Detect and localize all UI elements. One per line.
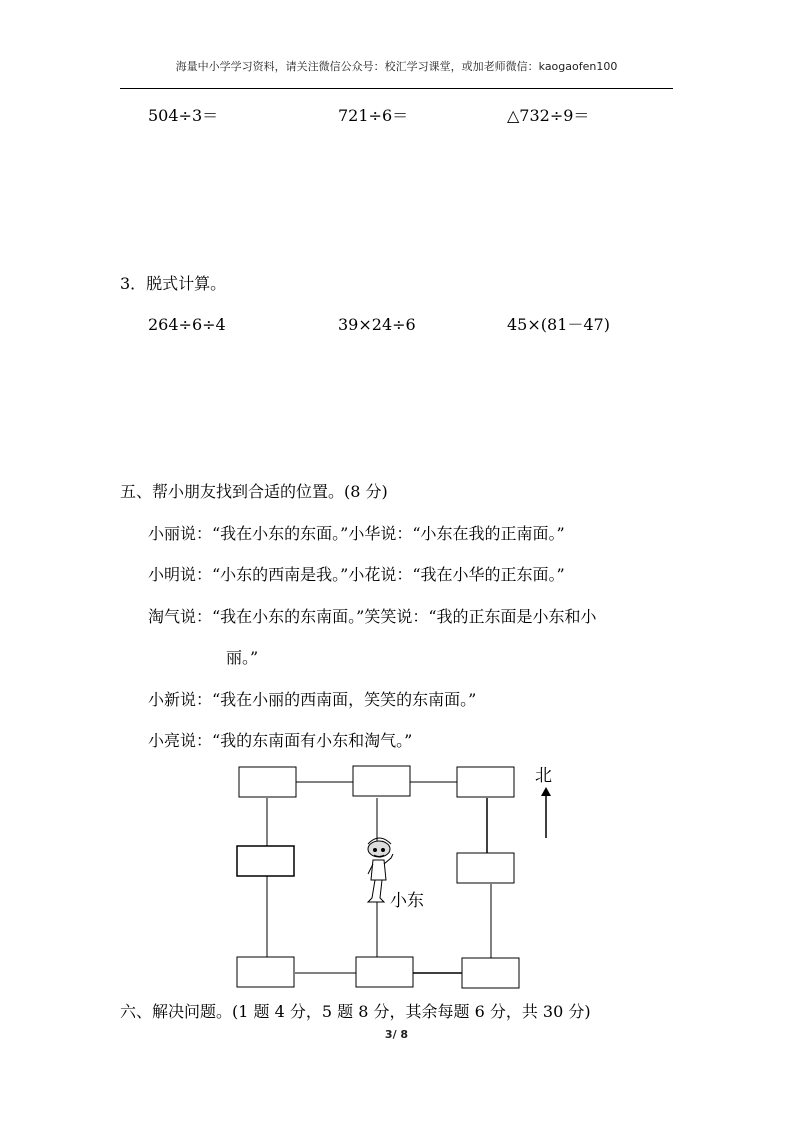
position-diagram — [230, 760, 600, 995]
section5-title: 五、帮小朋友找到合适的位置。(8 分) — [120, 482, 388, 501]
north-arrow-icon — [541, 787, 551, 838]
q3-title: 3．脱式计算。 — [120, 274, 227, 293]
header-divider — [120, 88, 673, 89]
answer-box[interactable] — [237, 957, 294, 987]
q3-problem-1: 264÷6÷4 — [148, 315, 226, 334]
page-number: 3/ 8 — [384, 1028, 409, 1041]
division-problem-1: 504÷3＝ — [148, 106, 219, 125]
statement-line: 小新说：“我在小丽的西南面，笑笑的东南面。” — [148, 690, 477, 709]
answer-box[interactable] — [457, 767, 514, 797]
statement-line: 小丽说：“我在小东的东面。”小华说：“小东在我的正南面。” — [148, 524, 565, 543]
statement-line: 小亮说：“我的东南面有小东和淘气。” — [148, 731, 413, 750]
answer-box[interactable] — [356, 957, 413, 987]
statement-line: 小明说：“小东的西南是我。”小花说：“我在小华的正东面。” — [148, 565, 565, 584]
north-label: 北 — [535, 766, 552, 786]
statement-line: 淘气说：“我在小东的东南面。”笑笑说：“我的正东面是小东和小 — [148, 607, 597, 626]
q3-problem-3: 45×(81－47) — [507, 315, 610, 334]
answer-box[interactable] — [353, 766, 410, 796]
division-problem-3: △732÷9＝ — [507, 106, 590, 125]
statement-line: 丽。” — [226, 648, 259, 667]
page-header: 海量中小学学习资料，请关注微信公众号：校汇学习课堂，或加老师微信：kaogaofen100 — [175, 60, 618, 73]
answer-box[interactable] — [237, 846, 294, 876]
division-problem-2: 721÷6＝ — [338, 106, 409, 125]
answer-box[interactable] — [239, 767, 296, 797]
answer-box[interactable] — [462, 958, 519, 988]
answer-box[interactable] — [457, 853, 514, 883]
section6-title: 六、解决问题。(1 题 4 分，5 题 8 分，其余每题 6 分，共 30 分) — [120, 1002, 591, 1021]
xiaodong-label: 小东 — [390, 891, 424, 911]
q3-problem-2: 39×24÷6 — [338, 315, 416, 334]
